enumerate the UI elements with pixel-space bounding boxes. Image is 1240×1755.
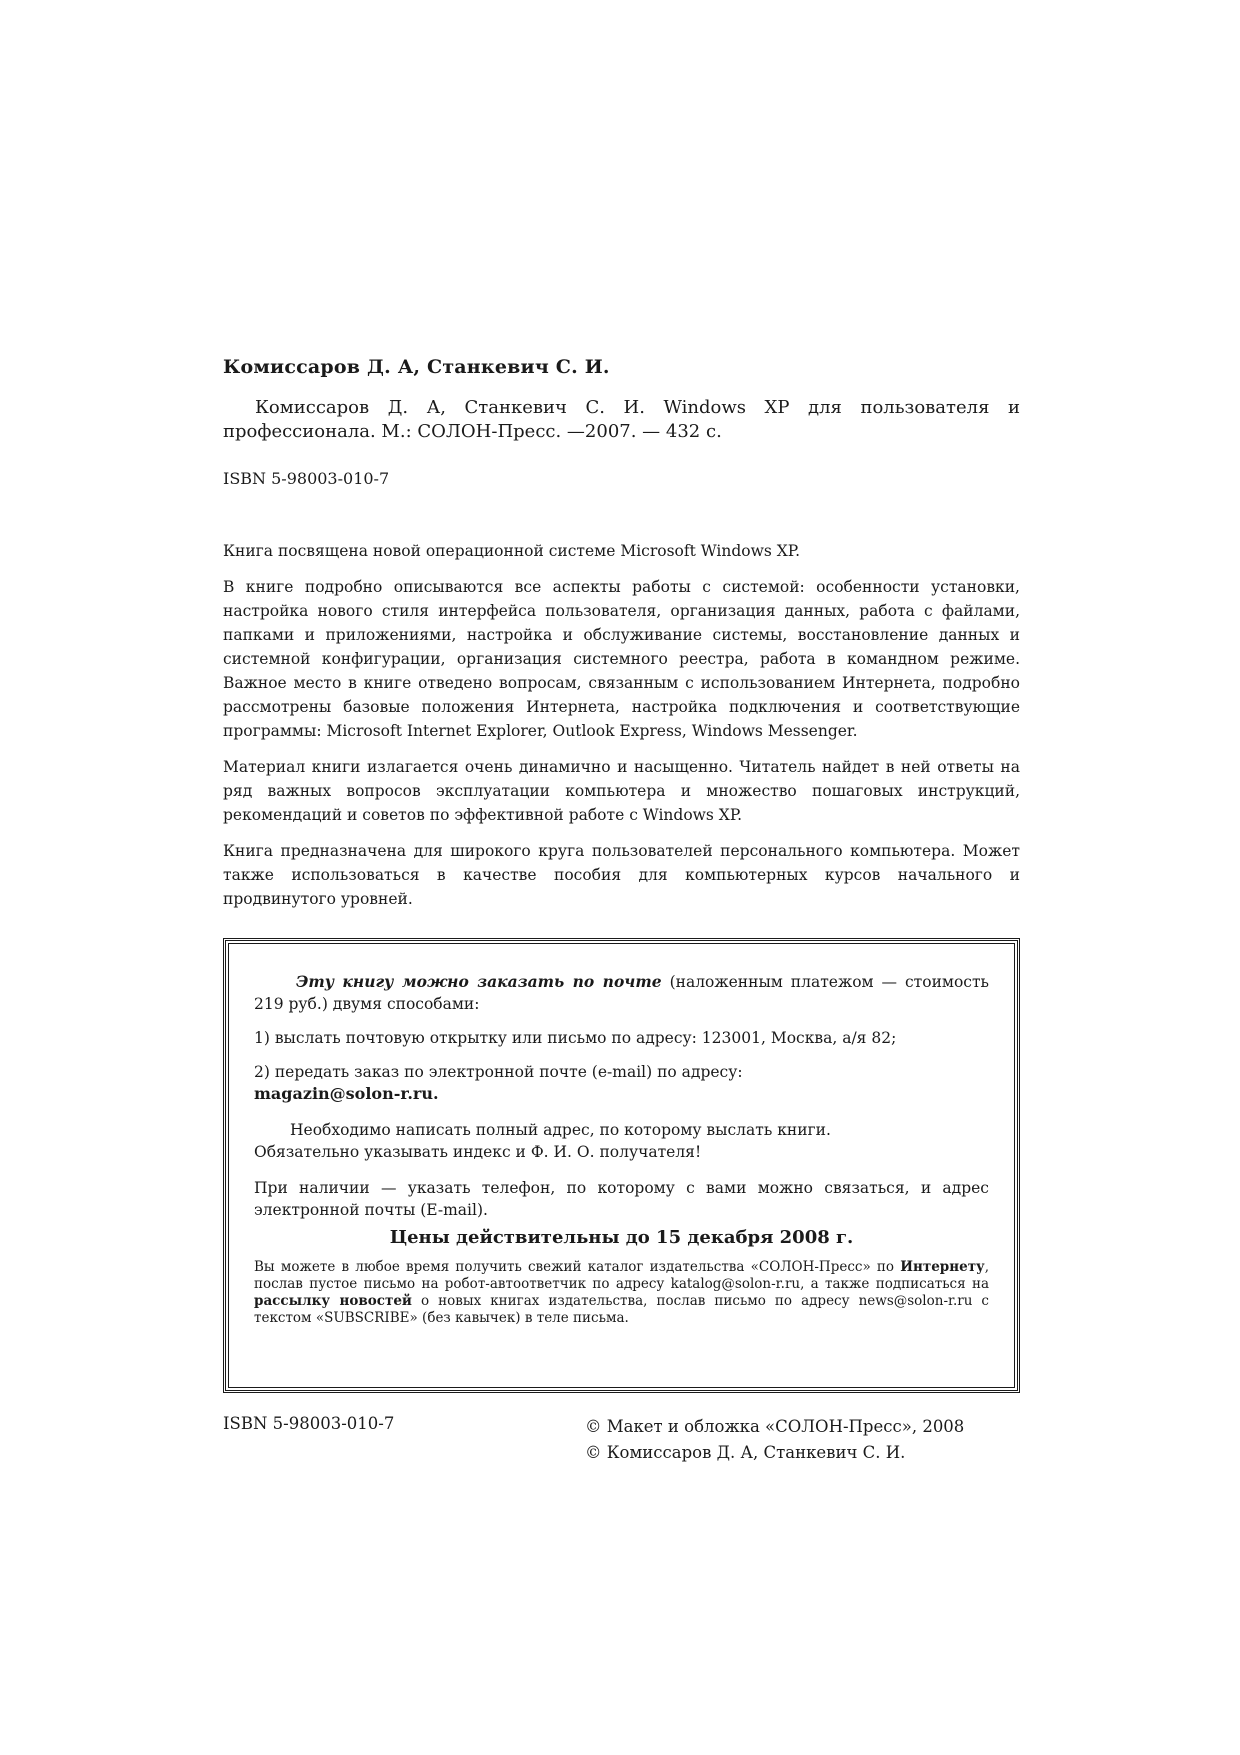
copyright-block	[585, 1414, 964, 1466]
annotation-paragraph: Книга предназначена для широкого круга пользователей персонального компьютера. Может также использоваться в качестве пособия для компьютерных курсов начального и продвинутого уровней.	[223, 842, 1020, 908]
address-note-1: Необходимо написать полный адрес, по которому выслать книги.	[290, 1121, 831, 1139]
catalog-note-part-1: Вы можете в любое время получить свежий каталог издательства «СОЛОН-Пресс» по	[254, 1259, 901, 1275]
order-option-1: 1) выслать почтовую открытку или письмо по адресу: 123001, Москва, а/я 82;	[254, 1029, 897, 1047]
catalog-internet-link[interactable]: Интернету	[900, 1259, 985, 1275]
catalog-note	[254, 1259, 989, 1327]
isbn-top: ISBN 5-98003-010-7	[223, 469, 390, 488]
price-note: Цены действительны до 15 декабря 2008 г.	[389, 1227, 854, 1248]
order-option-2-text: 2) передать заказ по электронной почте (e-mail) по адресу:	[254, 1063, 743, 1081]
copyright-layout: © Макет и обложка «СОЛОН-Пресс», 2008	[585, 1417, 965, 1436]
order-info-box	[223, 938, 1020, 1393]
annotation-paragraph: Материал книги излагается очень динамично и насыщенно. Читатель найдет в ней ответы на ряд важных вопросов эксплуатации компьютера и множество пошаговых инструкций, рекомендаций и советов по эффективной работе с Windows XP.	[223, 758, 1020, 824]
imprint-page	[223, 356, 1020, 923]
annotation	[223, 539, 1020, 911]
order-intro-rest: (наложенным платежом — стоимость 219 руб.) двумя способами:	[254, 973, 989, 1013]
address-note-2: Обязательно указывать индекс и Ф. И. О. получателя!	[254, 1143, 702, 1161]
bibliographic-record: Комиссаров Д. А, Станкевич С. И. Windows XP для пользователя и профессионала. М.: СОЛОН-Пресс. —2007. — 432 с.	[223, 397, 1020, 442]
author-heading: Комиссаров Д. А, Станкевич С. И.	[223, 356, 610, 378]
order-intro-lead: Эту книгу можно заказать по почте	[296, 972, 662, 991]
catalog-newsletter-link[interactable]: рассылку новостей	[254, 1293, 412, 1309]
copyright-authors: © Комиссаров Д. А, Станкевич С. И.	[585, 1443, 906, 1462]
annotation-paragraph: Книга посвящена новой операционной системе Microsoft Windows XP.	[223, 542, 801, 560]
isbn-bottom: ISBN 5-98003-010-7	[223, 1414, 395, 1433]
catalog-note-part-3: о новых книгах издательства, послав письмо по адресу news@solon-r.ru с текстом «SUBSCRIBE» (без кавычек) в теле письма.	[254, 1293, 989, 1326]
catalog-note-part-2: , послав пустое письмо на робот-автоответчик по адресу katalog@solon-r.ru, а также подписаться на	[254, 1259, 989, 1292]
order-option-2	[254, 1061, 989, 1105]
address-note	[254, 1119, 989, 1163]
annotation-paragraph: В книге подробно описываются все аспекты работы с системой: особенности установки, настройка нового стиля интерфейса пользователя, организация данных, работа с файлами, папками и приложениями, настройка и обслуживание системы, восстановление данных и системной конфигурации, организация системного реестра, работа в командном режиме. Важное место в книге отведено вопросам, связанным с использованием Интернета, подробно рассмотрены базовые положения Интернета, настройка подключения и соответствующие программы: Microsoft Internet Explorer, Outlook Express, Windows Messenger.	[223, 578, 1020, 740]
phone-note: При наличии — указать телефон, по которому с вами можно связаться, и адрес электронной почты (E-mail).	[254, 1179, 989, 1219]
order-intro	[254, 971, 989, 1015]
order-email-link[interactable]: magazin@solon-r.ru.	[254, 1084, 439, 1103]
